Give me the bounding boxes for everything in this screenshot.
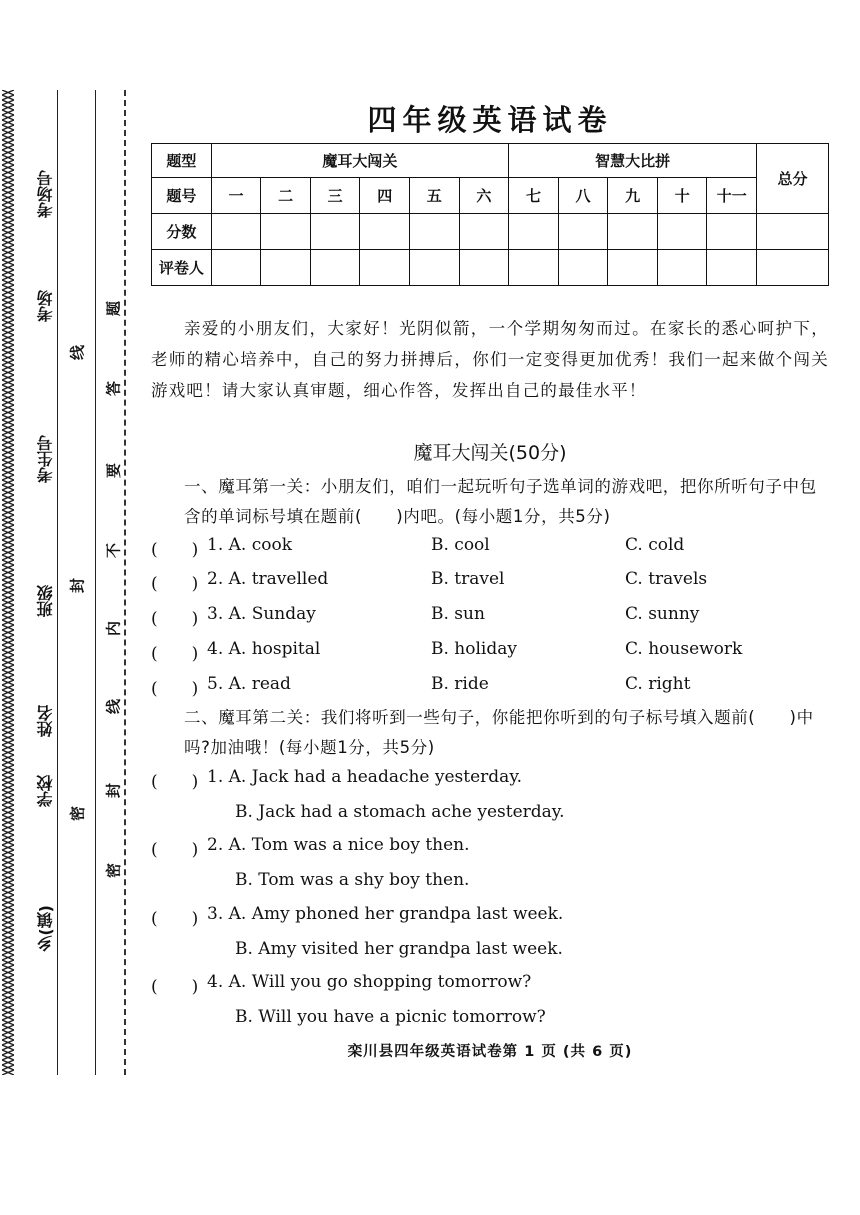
grader-cell[interactable] — [261, 250, 311, 286]
sentence-b: B. Will you have a picnic tomorrow? — [235, 1007, 546, 1027]
option-b: B. holiday — [431, 639, 517, 659]
score-cell[interactable] — [707, 214, 757, 250]
score-cell[interactable] — [310, 214, 360, 250]
q2-item — [151, 904, 829, 934]
score-cell[interactable] — [261, 214, 311, 250]
exam-room-no-field: 考场号 — [36, 170, 55, 218]
binding-line — [95, 90, 96, 1075]
score-cell[interactable] — [509, 214, 559, 250]
page-title: 四年级英语试卷 — [367, 103, 613, 137]
type-label: 题型 — [152, 144, 212, 178]
q2-item-b — [151, 870, 829, 900]
sentence-b: B. Amy visited her grandpa last week. — [235, 939, 563, 959]
q1-item — [151, 569, 829, 599]
option-c: C. sunny — [625, 604, 700, 624]
q2-item — [151, 972, 829, 1002]
school-field: 学校 — [36, 775, 55, 807]
total-cell[interactable] — [757, 214, 829, 250]
total-label: 总分 — [757, 144, 829, 214]
option-c: C. right — [625, 674, 691, 694]
seal-char: 题 — [104, 301, 123, 317]
answer-blank[interactable]: ( ) — [151, 977, 199, 997]
question-2-text: 二、魔耳第二关：我们将听到一些句子，你能把你听到的句子标号填入题前( )中吗?加油哦！(每小题1分，共5分) — [184, 708, 814, 757]
question-number-cell: 四 — [360, 178, 410, 214]
question-number-cell: 十一 — [707, 178, 757, 214]
score-cell[interactable] — [410, 214, 460, 250]
seal-char: 封 — [68, 578, 87, 594]
q1-item — [151, 604, 829, 634]
option-c: C. housework — [625, 639, 743, 659]
question-1-instruction — [151, 472, 829, 532]
grader-cell[interactable] — [608, 250, 658, 286]
grader-cell[interactable] — [360, 250, 410, 286]
score-cell[interactable] — [608, 214, 658, 250]
sentence-b: B. Jack had a stomach ache yesterday. — [235, 802, 565, 822]
question-1-text: 一、魔耳第一关：小朋友们，咱们一起玩听句子选单词的游戏吧，把你所听句子中包含的单词标号填在题前( )内吧。(每小题1分，共5分) — [184, 477, 817, 526]
q2-item — [151, 835, 829, 865]
seal-char: 线 — [68, 345, 87, 361]
question-number-cell: 三 — [310, 178, 360, 214]
grader-cell[interactable] — [310, 250, 360, 286]
seal-char: 密 — [68, 806, 87, 822]
seal-char: 答 — [104, 381, 123, 397]
answer-blank[interactable]: ( ) — [151, 679, 199, 699]
grader-cell[interactable] — [509, 250, 559, 286]
score-label: 分数 — [152, 214, 212, 250]
option-c: C. cold — [625, 535, 685, 555]
q2-item-b — [151, 802, 829, 832]
town-field: 乡(镇) — [36, 905, 55, 952]
seal-char: 要 — [104, 463, 123, 479]
student-no-field: 考生号 — [36, 435, 55, 483]
question-number-cell: 八 — [558, 178, 608, 214]
answer-blank[interactable]: ( ) — [151, 609, 199, 629]
grader-cell[interactable] — [707, 250, 757, 286]
answer-blank[interactable]: ( ) — [151, 909, 199, 929]
binding-margin — [0, 80, 135, 1080]
answer-blank[interactable]: ( ) — [151, 840, 199, 860]
score-table — [151, 143, 829, 286]
seal-char: 不 — [104, 543, 123, 559]
answer-blank[interactable]: ( ) — [151, 772, 199, 792]
name-field: 姓名 — [36, 705, 55, 737]
option-b: B. cool — [431, 535, 490, 555]
answer-blank[interactable]: ( ) — [151, 540, 199, 560]
exam-room-field: 考场 — [36, 290, 55, 322]
option-c: C. travels — [625, 569, 708, 589]
question-number-cell: 七 — [509, 178, 559, 214]
sentence-a: 1. A. Jack had a headache yesterday. — [207, 767, 523, 787]
seal-char: 封 — [104, 783, 123, 799]
option-b: B. travel — [431, 569, 505, 589]
page-footer: 栾川县四年级英语试卷第 1 页 (共 6 页) — [347, 1044, 633, 1060]
seal-char: 线 — [104, 699, 123, 715]
grader-cell[interactable] — [410, 250, 460, 286]
q2-item-b — [151, 939, 829, 969]
grader-cell[interactable] — [211, 250, 261, 286]
grader-cell[interactable] — [558, 250, 608, 286]
q2-item — [151, 767, 829, 797]
score-cell[interactable] — [211, 214, 261, 250]
sentence-b: B. Tom was a shy boy then. — [235, 870, 470, 890]
option-b: B. ride — [431, 674, 489, 694]
question-number-cell: 十 — [657, 178, 707, 214]
group-listening: 魔耳大闯关 — [211, 144, 508, 178]
binding-cut-line — [124, 90, 126, 1075]
q1-item — [151, 535, 829, 565]
option-b: B. sun — [431, 604, 485, 624]
option-a: 2. A. travelled — [207, 569, 329, 589]
section-heading: 魔耳大闯关(50分) — [413, 442, 567, 464]
question-number-cell: 五 — [410, 178, 460, 214]
class-field: 班级 — [36, 585, 55, 617]
option-a: 4. A. hospital — [207, 639, 321, 659]
question-number-cell: 一 — [211, 178, 261, 214]
q2-item-b — [151, 1007, 829, 1037]
option-a: 3. A. Sunday — [207, 604, 316, 624]
score-cell[interactable] — [360, 214, 410, 250]
option-a: 1. A. cook — [207, 535, 292, 555]
total-cell[interactable] — [757, 250, 829, 286]
answer-blank[interactable]: ( ) — [151, 644, 199, 664]
seal-char: 密 — [104, 863, 123, 879]
sentence-a: 2. A. Tom was a nice boy then. — [207, 835, 470, 855]
grader-cell[interactable] — [657, 250, 707, 286]
question-number-cell: 六 — [459, 178, 509, 214]
question-number-cell: 九 — [608, 178, 658, 214]
q1-item — [151, 674, 829, 704]
question-2-instruction — [151, 703, 829, 763]
binding-line — [57, 90, 58, 1075]
question-number-cell: 二 — [261, 178, 311, 214]
sentence-a: 3. A. Amy phoned her grandpa last week. — [207, 904, 564, 924]
score-cell[interactable] — [558, 214, 608, 250]
grader-label: 评卷人 — [152, 250, 212, 286]
answer-blank[interactable]: ( ) — [151, 574, 199, 594]
decorative-border — [2, 90, 14, 1075]
option-a: 5. A. read — [207, 674, 291, 694]
number-label: 题号 — [152, 178, 212, 214]
seal-char: 内 — [104, 621, 123, 637]
intro-paragraph: 亲爱的小朋友们，大家好！光阴似箭，一个学期匆匆而过。在家长的悉心呵护下，老师的精心培养中，自己的努力拼搏后，你们一定变得更加优秀！我们一起来做个闯关游戏吧！请大家认真审题，细心作答，发挥出自己的最佳水平！ — [151, 319, 829, 400]
score-cell[interactable] — [657, 214, 707, 250]
group-wisdom: 智慧大比拼 — [509, 144, 757, 178]
sentence-a: 4. A. Will you go shopping tomorrow? — [207, 972, 532, 992]
score-cell[interactable] — [459, 214, 509, 250]
q1-item — [151, 639, 829, 669]
grader-cell[interactable] — [459, 250, 509, 286]
